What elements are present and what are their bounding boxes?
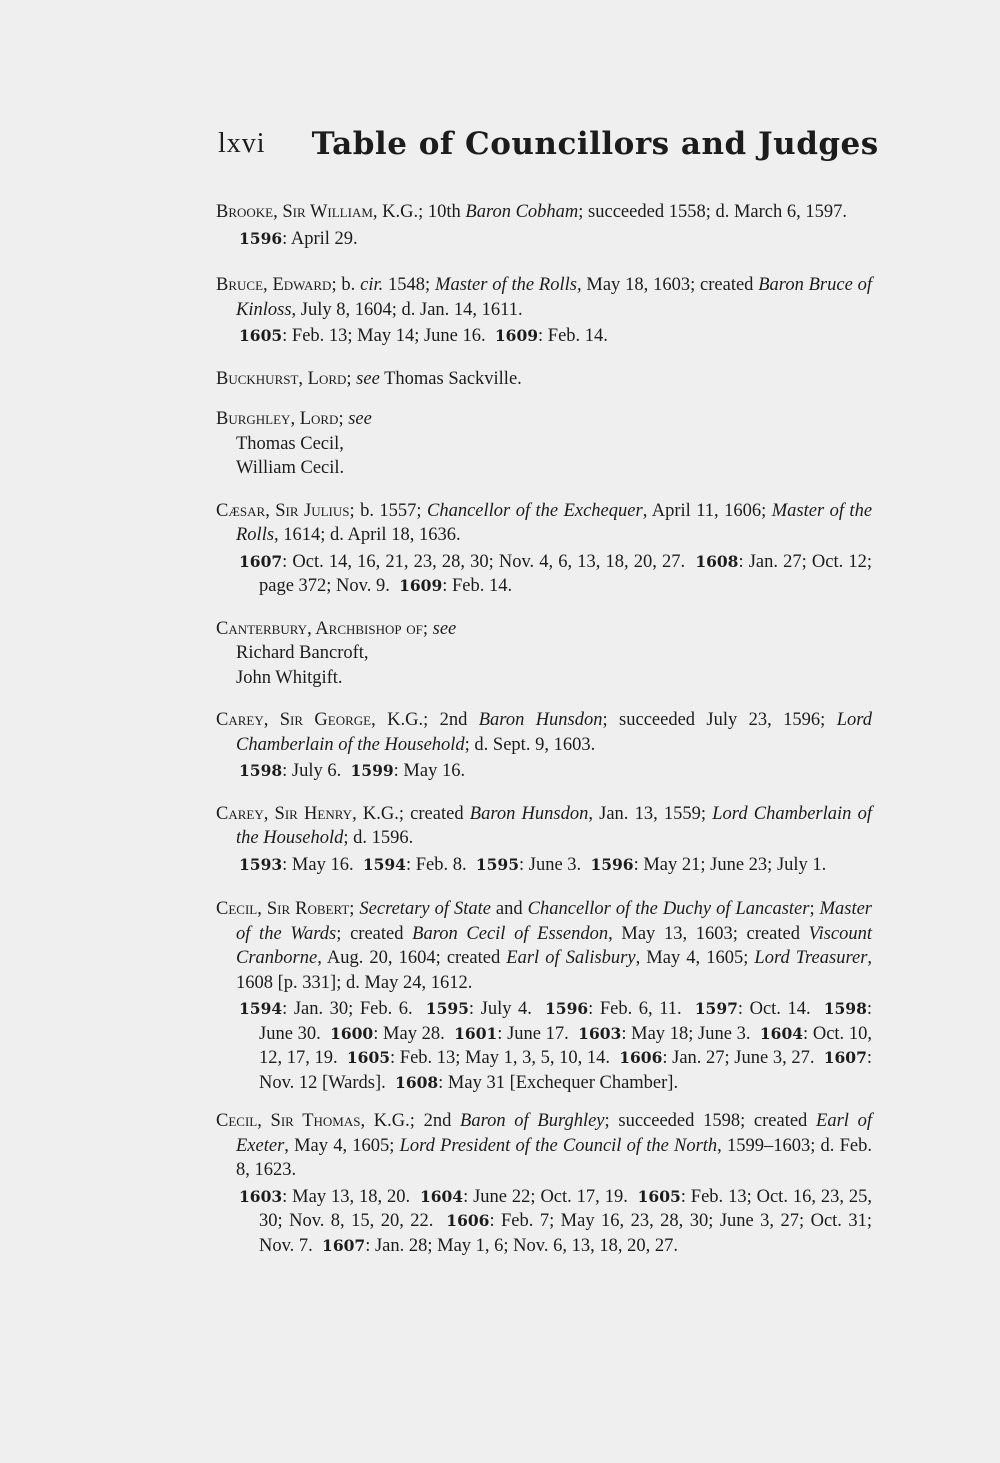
entry — [216, 273, 872, 349]
entry-description: Buckhurst, Lord; see Thomas Sackville. — [216, 368, 522, 389]
attendance-dates: 1605: Feb. 13; May 14; June 16. 1609: Feb. 14. — [239, 326, 608, 346]
entry — [216, 367, 872, 392]
entry — [216, 802, 872, 878]
see-reference: William Cecil. — [236, 458, 345, 478]
entry — [216, 617, 872, 691]
see-reference: Richard Bancroft, — [236, 643, 369, 663]
entries-list — [216, 182, 872, 1258]
page-number: lxvi — [218, 128, 266, 159]
see-reference: Thomas Cecil, — [236, 433, 344, 454]
entry-description: Carey, Sir Henry, K.G.; created Baron Hunsdon, Jan. 13, 1559; Lord Chamberlain of the Household; d. 1596. — [216, 803, 872, 848]
entry — [216, 200, 872, 251]
entry — [216, 1109, 872, 1258]
attendance-dates: 1596: April 29. — [239, 228, 358, 249]
entry-description: Cecil, Sir Thomas, K.G.; 2nd Baron of Burghley; succeeded 1598; created Earl of Exeter, May 4, 1605; Lord President of the Council of the North, 1599–1603; d. Feb. 8, 1623. — [216, 1111, 872, 1180]
attendance-dates: 1607: Oct. 14, 16, 21, 23, 28, 30; Nov. 4, 6, 13, 18, 20, 27. 1608: Jan. 27; Oct. 12; page 372; Nov. 9. 1609: Feb. 14. — [239, 551, 872, 596]
see-reference: John Whitgift. — [236, 667, 343, 688]
attendance-dates: 1598: July 6. 1599: May 16. — [239, 761, 466, 781]
entry — [216, 708, 872, 784]
entry-description: Burghley, Lord; see — [216, 409, 372, 429]
entry-description: Bruce, Edward; b. cir. 1548; Master of the Rolls, May 18, 1603; created Baron Bruce of Kinloss, July 8, 1604; d. Jan. 14, 1611. — [216, 275, 873, 320]
entry-description: Carey, Sir George, K.G.; 2nd Baron Hunsdon; succeeded July 23, 1596; Lord Chamberlain of the Household; d. Sept. 9, 1603. — [216, 710, 872, 755]
page-header — [218, 126, 879, 162]
attendance-dates: 1594: Jan. 30; Feb. 6. 1595: July 4. 1596: Feb. 6, 11. 1597: Oct. 14. 1598: June 30. 1600: May 28. 1601: June 17. 1603: May 18; June 3. 1604: Oct. 10, 12, 17, 19. 1605: Feb. 13; May 1, 3, 5, 10, 14. 1606: Jan. 27; June 3, 27. 1607: Nov. 12 [Wards]. 1608: May 31 [Exchequer Chamber]. — [239, 999, 872, 1093]
entry — [216, 407, 872, 481]
entry-description: Canterbury, Archbishop of; see — [216, 618, 457, 639]
entry — [216, 499, 872, 599]
entry-description: Brooke, Sir William, K.G.; 10th Baron Cobham; succeeded 1558; d. March 6, 1597. — [216, 202, 847, 222]
attendance-dates: 1603: May 13, 18, 20. 1604: June 22; Oct. 17, 19. 1605: Feb. 13; Oct. 16, 23, 25, 30; Nov. 8, 15, 20, 22. 1606: Feb. 7; May 16, 23, 28, 30; June 3, 27; Oct. 31; Nov. 7. 1607: Jan. 28; May 1, 6; Nov. 6, 13, 18, 20, 27. — [239, 1186, 872, 1256]
entry-description: Cecil, Sir Robert; Secretary of State and Chancellor of the Duchy of Lancaster; Master of the Wards; created Baron Cecil of Essendon, May 13, 1603; created Viscount Cranborne, Aug. 20, 1604; created Earl of Salisbury, May 4, 1605; Lord Treasurer, 1608 [p. 331]; d. May 24, 1612. — [216, 899, 873, 993]
entry — [216, 897, 872, 1095]
entry-description: Cæsar, Sir Julius; b. 1557; Chancellor of the Exchequer, April 11, 1606; Master of the Rolls, 1614; d. April 18, 1636. — [216, 500, 873, 545]
running-title: Table of Councillors and Judges — [311, 126, 879, 162]
attendance-dates: 1593: May 16. 1594: Feb. 8. 1595: June 3. 1596: May 21; June 23; July 1. — [239, 854, 827, 875]
